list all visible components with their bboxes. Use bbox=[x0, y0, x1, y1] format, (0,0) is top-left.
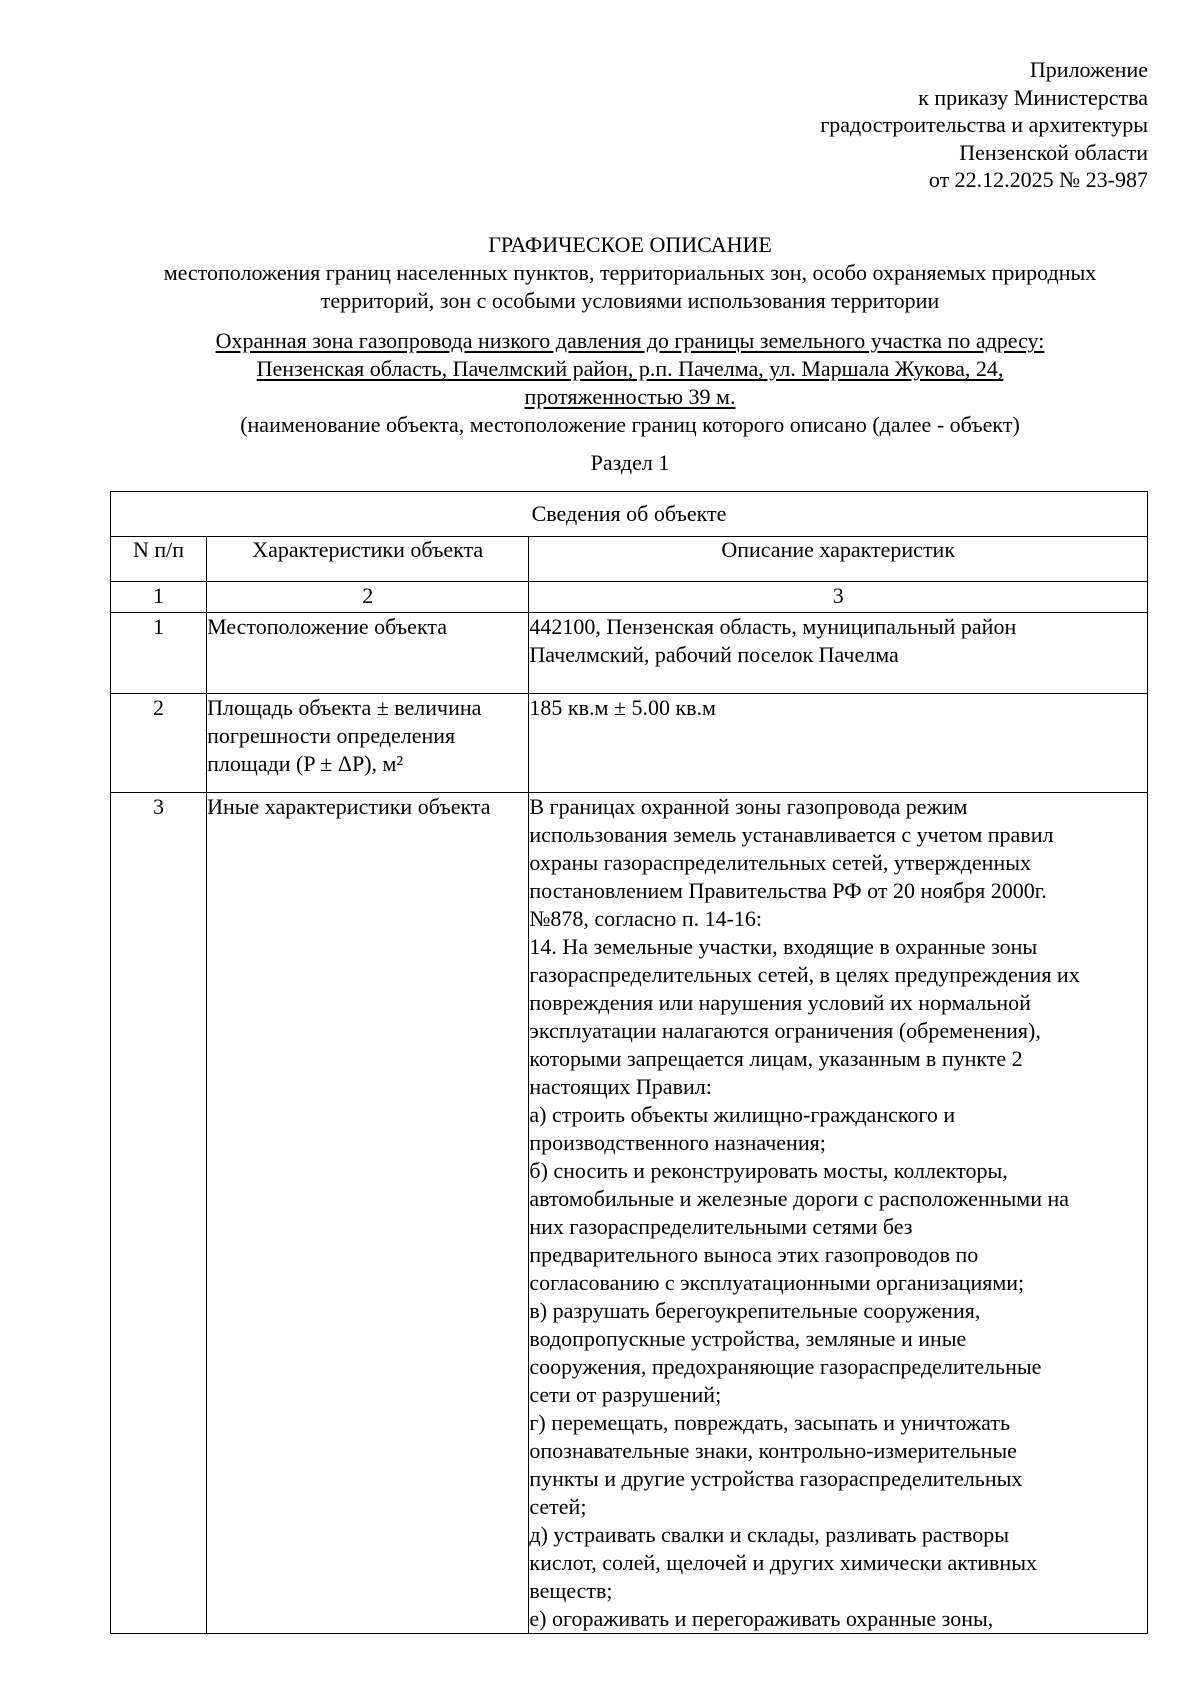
description-line: сооружения, предохраняющие газораспределительные bbox=[529, 1354, 1042, 1379]
description-line: Пачелмский, рабочий поселок Пачелма bbox=[529, 642, 899, 667]
document-title: ГРАФИЧЕСКОЕ ОПИСАНИЕ bbox=[488, 232, 772, 257]
description-line: водопропускные устройства, земляные и иные bbox=[529, 1326, 967, 1351]
description-line: предварительного выноса этих газопроводов по bbox=[529, 1242, 979, 1267]
document-heading bbox=[100, 231, 1160, 315]
description-line: повреждения или нарушения условий их нормальной bbox=[529, 990, 1031, 1015]
row-characteristic bbox=[207, 694, 529, 793]
description-line: сетей; bbox=[529, 1494, 587, 1519]
characteristic-line: площади (P ± ΔP), м² bbox=[207, 751, 404, 776]
description-line: г) перемещать, повреждать, засыпать и уничтожать bbox=[529, 1410, 1010, 1435]
description-line: №878, согласно п. 14-16: bbox=[529, 906, 763, 931]
row-number: 1 bbox=[111, 613, 207, 694]
appendix-line: Приложение bbox=[1029, 57, 1148, 82]
column-number: 1 bbox=[111, 582, 207, 613]
description-line: В границах охранной зоны газопровода режим bbox=[529, 794, 968, 819]
section-label: Раздел 1 bbox=[590, 450, 670, 475]
appendix-stamp bbox=[548, 56, 1148, 194]
row-description bbox=[529, 793, 1148, 1634]
document-subtitle-line: территорий, зон с особыми условиями использования территории bbox=[320, 288, 940, 313]
description-line: газораспределительных сетей, в целях предупреждения их bbox=[529, 962, 1080, 987]
description-line: кислот, солей, щелочей и других химически активных bbox=[529, 1550, 1037, 1575]
characteristic-line: Площадь объекта ± величина bbox=[207, 695, 482, 720]
description-line: пункты и другие устройства газораспределительных bbox=[529, 1466, 1023, 1491]
row-description bbox=[529, 613, 1148, 694]
object-name-line: протяженностью 39 м. bbox=[524, 384, 736, 409]
column-number: 3 bbox=[529, 582, 1148, 613]
object-name-block bbox=[100, 327, 1160, 439]
row-description bbox=[529, 694, 1148, 793]
row-characteristic bbox=[207, 793, 529, 1634]
description-line: автомобильные и железные дороги с расположенными на bbox=[529, 1186, 1070, 1211]
table-header-row bbox=[111, 537, 1148, 582]
appendix-line: градостроительства и архитектуры bbox=[820, 112, 1148, 137]
description-line: б) сносить и реконструировать мосты, коллекторы, bbox=[529, 1158, 1008, 1183]
description-line: охраны газораспределительных сетей, утвержденных bbox=[529, 850, 1032, 875]
description-line: веществ; bbox=[529, 1578, 613, 1603]
column-header-characteristic: Характеристики объекта bbox=[207, 537, 529, 582]
appendix-line: к приказу Министерства bbox=[918, 84, 1148, 110]
description-line: производственного назначения; bbox=[529, 1130, 826, 1155]
description-line: д) устраивать свалки и склады, разливать растворы bbox=[529, 1522, 1010, 1547]
object-name-line: Пензенская область, Пачелмский район, р.п. Пачелма, ул. Маршала Жукова, 24, bbox=[256, 356, 1004, 381]
description-line: 14. На земельные участки, входящие в охранные зоны bbox=[529, 934, 1038, 959]
description-line: в) разрушать берегоукрепительные сооружения, bbox=[529, 1298, 981, 1323]
characteristic-line: погрешности определения bbox=[207, 723, 456, 748]
document-subtitle-line: местоположения границ населенных пунктов, территориальных зон, особо охраняемых природных bbox=[163, 260, 1097, 285]
characteristic-line: Иные характеристики объекта bbox=[207, 794, 491, 819]
row-characteristic bbox=[207, 613, 529, 694]
characteristic-line: Местоположение объекта bbox=[207, 614, 447, 639]
description-line: которыми запрещается лицам, указанным в пункте 2 bbox=[529, 1046, 1023, 1071]
description-line: постановлением Правительства РФ от 20 ноября 2000г. bbox=[529, 878, 1047, 903]
table-row bbox=[111, 613, 1148, 694]
description-line: настоящих Правил: bbox=[529, 1074, 712, 1099]
appendix-order-number: от 22.12.2025 № 23-987 bbox=[928, 167, 1148, 192]
description-line: а) строить объекты жилищно-гражданского и bbox=[529, 1102, 956, 1127]
description-line: них газораспределительными сетями без bbox=[529, 1214, 913, 1239]
description-line: 185 кв.м ± 5.00 кв.м bbox=[529, 695, 716, 720]
description-line: опознавательные знаки, контрольно-измерительные bbox=[529, 1438, 1017, 1463]
appendix-line: Пензенской области bbox=[959, 139, 1148, 165]
description-line: сети от разрушений; bbox=[529, 1382, 722, 1407]
object-name-line: Охранная зона газопровода низкого давления до границы земельного участка по адресу: bbox=[215, 328, 1045, 353]
table-caption: Сведения об объекте bbox=[111, 492, 1148, 537]
column-header-description: Описание характеристик bbox=[529, 537, 1148, 582]
description-line: согласованию с эксплуатационными организациями; bbox=[529, 1270, 1025, 1295]
description-line: е) огораживать и перегораживать охранные зоны, bbox=[529, 1606, 994, 1631]
column-header-number: N п/п bbox=[111, 537, 207, 582]
object-caption: (наименование объекта, местоположение границ которого описано (далее - объект) bbox=[240, 412, 1020, 437]
row-number: 2 bbox=[111, 694, 207, 793]
row-number: 3 bbox=[111, 793, 207, 1634]
object-info-table bbox=[110, 491, 1148, 1634]
column-number: 2 bbox=[207, 582, 529, 613]
description-line: эксплуатации налагаются ограничения (обременения), bbox=[529, 1018, 1041, 1043]
table-row bbox=[111, 793, 1148, 1634]
description-line: 442100, Пензенская область, муниципальный район bbox=[529, 614, 1017, 639]
description-line: использования земель устанавливается с учетом правил bbox=[529, 822, 1054, 847]
column-number-row bbox=[111, 582, 1148, 613]
table-row bbox=[111, 694, 1148, 793]
